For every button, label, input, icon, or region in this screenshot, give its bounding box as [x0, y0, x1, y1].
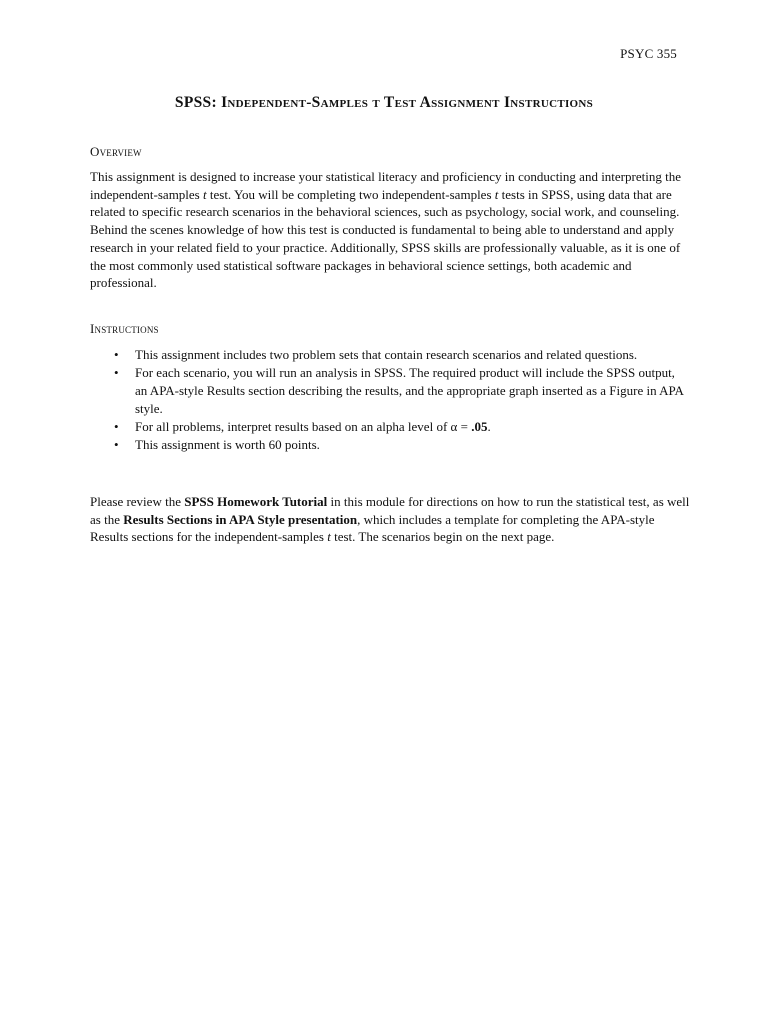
- equals-sign: =: [457, 419, 472, 434]
- list-item-period: .: [487, 419, 491, 434]
- instructions-list: [90, 346, 690, 454]
- instructions-heading: Instructions: [90, 321, 159, 336]
- list-item: [90, 436, 690, 454]
- spss-tutorial-reference: SPSS Homework Tutorial: [184, 494, 328, 509]
- list-item: [90, 346, 690, 364]
- bullet-icon: •: [114, 419, 119, 434]
- overview-text-3: tests in SPSS, using data that are related to specific research scenarios in the behavioral sciences, such as psychology, social work, and counseling. Behind the scenes knowledge of how this test is conducted is fundamental to being able to understand and apply research in your related field to your practice. Additionally, SPSS skills are professionally valuable, as it is one of the most commonly used statistical software packages in behavioral science settings, both academic and professional.: [90, 186, 681, 291]
- list-item: [90, 364, 690, 418]
- alpha-value: .05: [471, 419, 488, 434]
- apa-presentation-reference: Results Sections in APA Style presentation: [123, 511, 358, 527]
- overview-heading: Overview: [90, 144, 142, 159]
- overview-paragraph: [90, 168, 690, 292]
- overview-t-italic-1: t: [203, 186, 207, 202]
- page-title: SPSS: Independent-Samples t Test Assignment Instructions: [174, 94, 594, 111]
- list-item-text: For all problems, interpret results based on an alpha level of: [135, 419, 451, 434]
- bullet-icon: •: [114, 437, 119, 452]
- bullet-icon: •: [114, 365, 119, 380]
- closing-text-3: , which includes a template for completing the APA-style Results sections for the independent-samples: [90, 511, 655, 545]
- closing-text-4: test. The scenarios begin on the next page.: [330, 529, 555, 545]
- alpha-symbol: α: [450, 419, 458, 434]
- list-item-text: This assignment includes two problem sets that contain research scenarios and related questions.: [135, 347, 638, 362]
- list-item: [90, 418, 690, 436]
- closing-text-1: Please review the: [90, 494, 185, 509]
- closing-paragraph: [90, 493, 690, 546]
- course-code: PSYC 355: [620, 46, 677, 61]
- list-item-text: This assignment is worth 60 points.: [135, 437, 320, 452]
- bullet-icon: •: [114, 347, 119, 362]
- overview-text-1: This assignment is designed to increase your statistical literacy and proficiency in conducting and interpreting the independent-samples: [90, 169, 681, 202]
- closing-t-italic: t: [327, 529, 331, 545]
- list-item-text: For each scenario, you will run an analysis in SPSS. The required product will include the SPSS output, an APA-style Results section describing the results, and the appropriate graph inserted as a Figure in APA style.: [135, 365, 684, 416]
- overview-text-2: test. You will be completing two independent-samples: [206, 186, 495, 202]
- overview-t-italic-2: t: [494, 186, 499, 202]
- closing-text-2: in this module for directions on how to run the statistical test, as well as the: [90, 494, 690, 527]
